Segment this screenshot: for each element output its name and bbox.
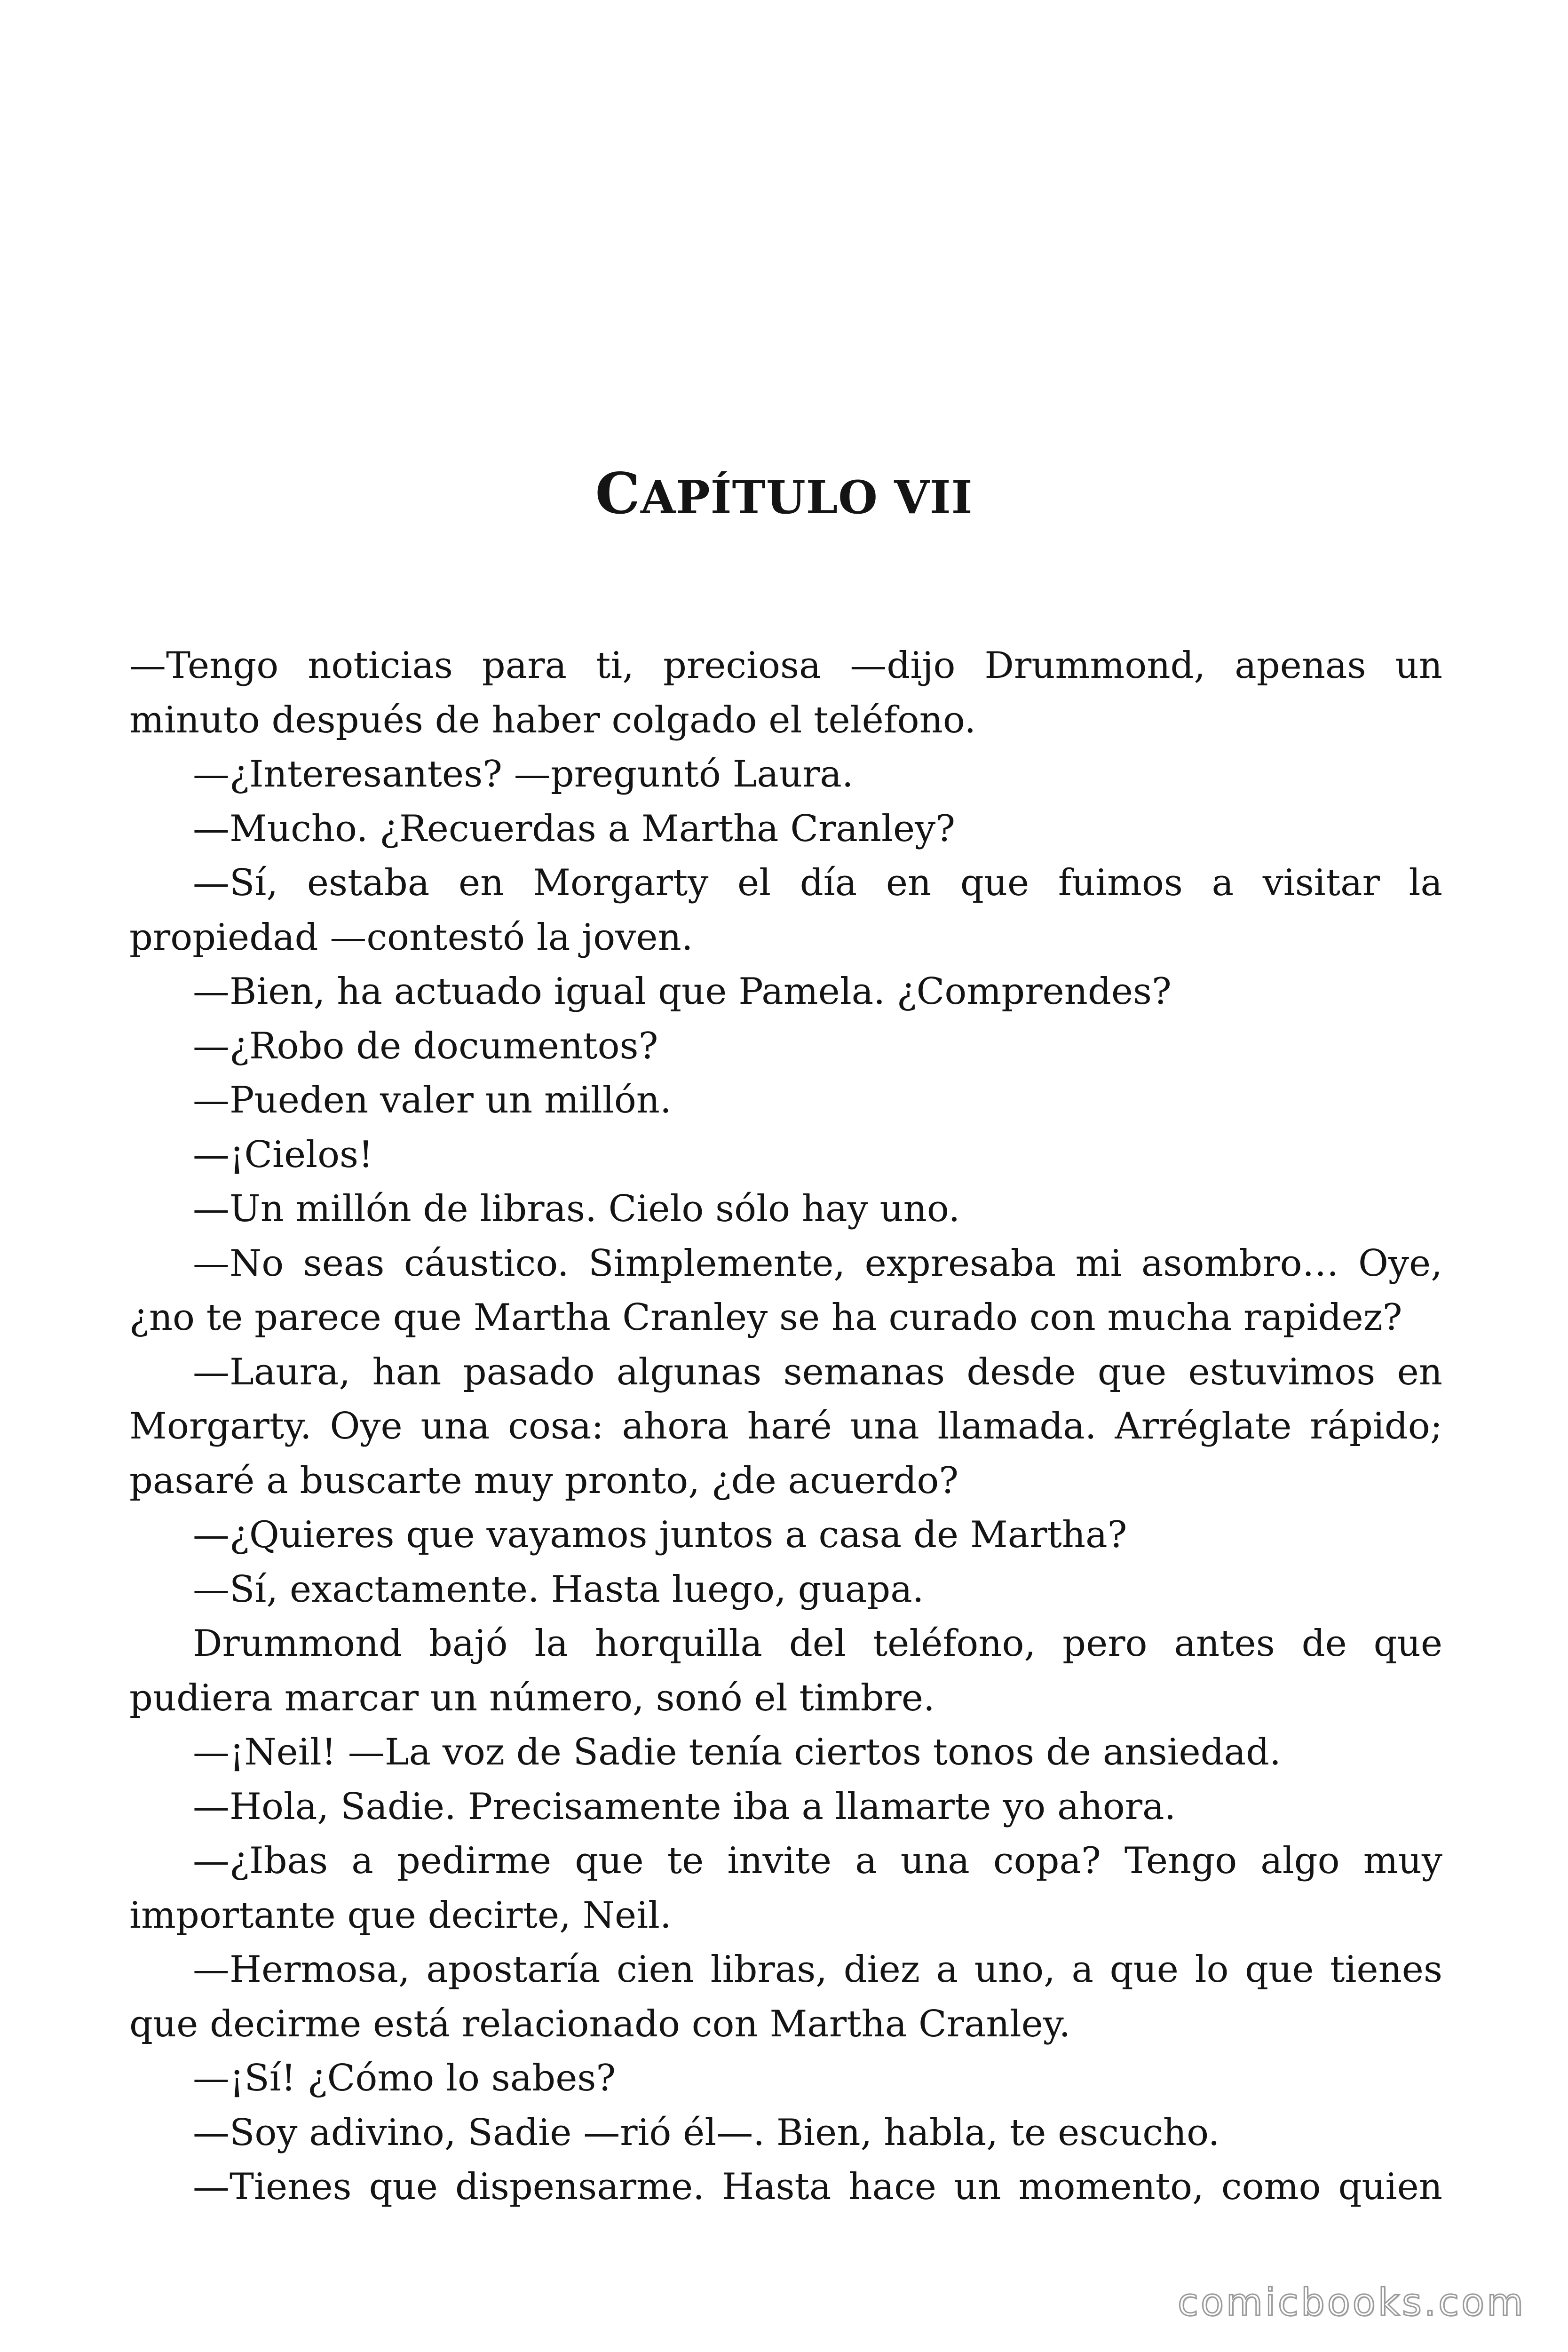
paragraph: —¡Neil! —La voz de Sadie tenía ciertos tonos de ansiedad. [193,1731,1281,1773]
paragraph: —Pueden valer un millón. [193,1079,672,1121]
paragraph: —Hola, Sadie. Precisamente iba a llamarte yo ahora. [193,1785,1176,1828]
body-text [129,639,1442,2215]
paragraph: —Sí, exactamente. Hasta luego, guapa. [193,1568,924,1611]
paragraph: —¿Interesantes? —preguntó Laura. [193,753,854,795]
chapter-title [0,459,1568,533]
paragraph: —Bien, ha actuado igual que Pamela. ¿Comprendes? [193,970,1172,1013]
paragraph: —¡Sí! ¿Cómo lo sabes? [193,2057,616,2099]
paragraph: —Tienes que dispensarme. Hasta hace un momento, como quien [193,2166,1442,2208]
paragraph: —Un millón de libras. Cielo sólo hay uno. [193,1188,960,1230]
paragraph: —Soy adivino, Sadie —rió él—. Bien, habla, te escucho. [193,2111,1220,2154]
watermark: comicbooks.com [1177,2280,1526,2324]
paragraph: —Sí, estaba en Morgarty el día en que fuimos a visitar la propiedad —contestó la joven. [129,862,1442,959]
paragraph: —¿Quieres que vayamos juntos a casa de Martha? [193,1514,1127,1556]
paragraph: —¿Ibas a pedirme que te invite a una copa? Tengo algo muy importante que decirte, Neil. [129,1840,1442,1937]
chapter-title-rest: APÍTULO VII [640,471,973,524]
paragraph: —No seas cáustico. Simplemente, expresaba mi asombro… Oye, ¿no te parece que Martha Cranley se ha curado con mucha rapidez? [129,1242,1442,1339]
chapter-title-initial: C [595,461,641,527]
paragraph: —Tengo noticias para ti, preciosa —dijo Drummond, apenas un minuto después de haber colgado el teléfono. [129,644,1442,741]
paragraph: —Mucho. ¿Recuerdas a Martha Cranley? [193,807,956,850]
paragraph: Drummond bajó la horquilla del teléfono, pero antes de que pudiera marcar un número, sonó el timbre. [129,1622,1442,1719]
paragraph: —¡Cielos! [193,1133,373,1176]
paragraph: —¿Robo de documentos? [193,1025,658,1067]
paragraph: —Hermosa, apostaría cien libras, diez a uno, a que lo que tienes que decirme está relacionado con Martha Cranley. [129,1948,1442,2045]
paragraph: —Laura, han pasado algunas semanas desde que estuvimos en Morgarty. Oye una cosa: ahora haré una llamada. Arréglate rápido; pasaré a buscarte muy pronto, ¿de acuerdo? [129,1351,1442,1502]
